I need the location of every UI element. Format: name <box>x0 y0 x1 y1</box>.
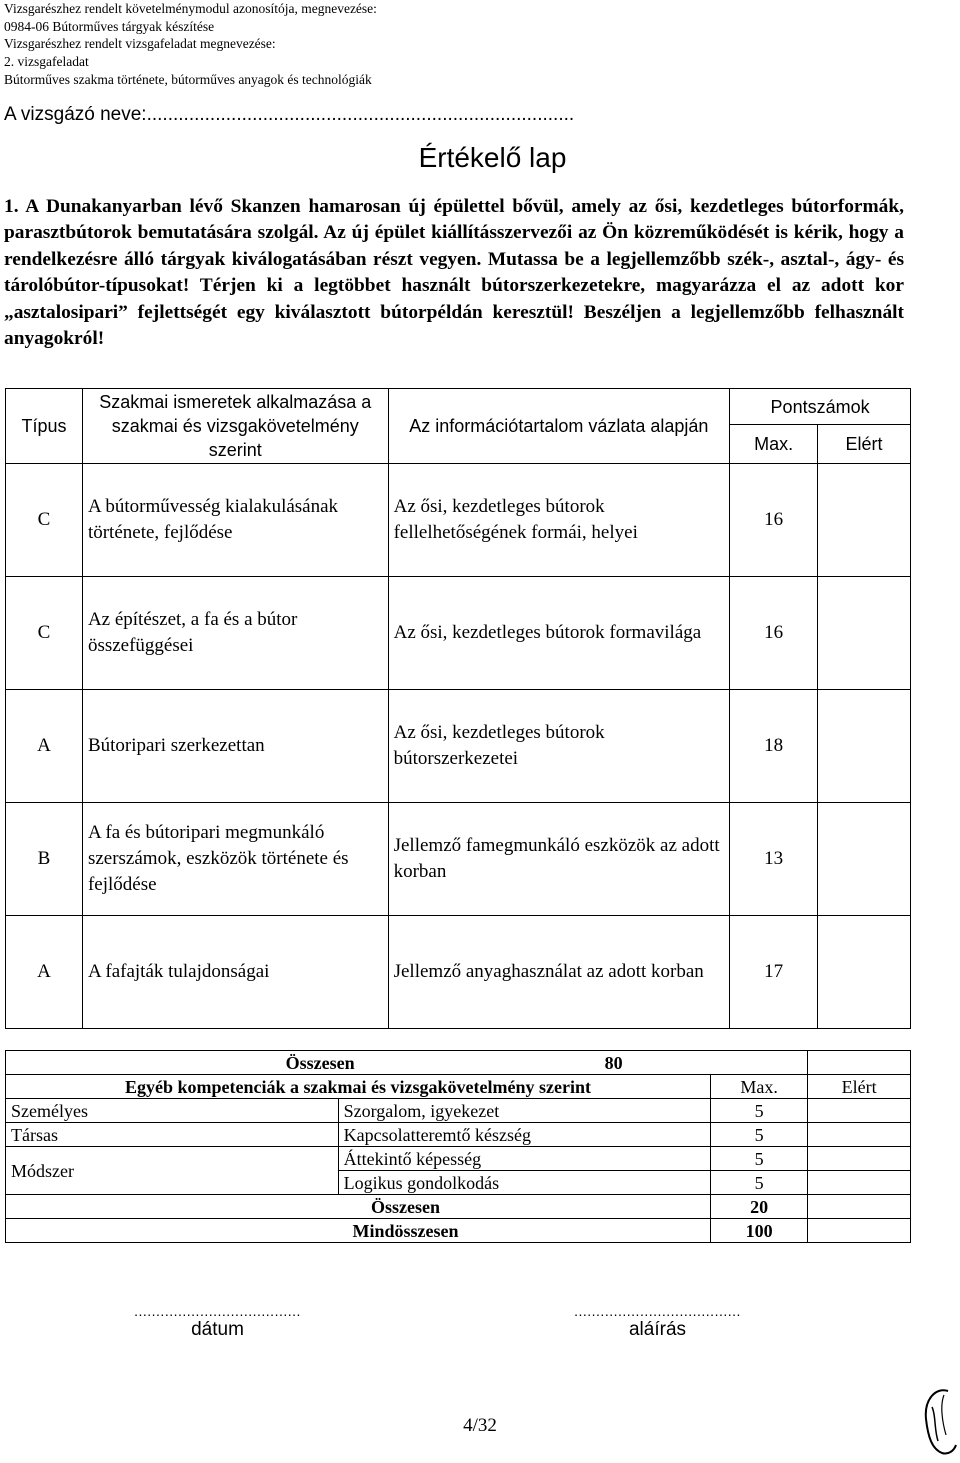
other-max-label: Max. <box>710 1075 807 1099</box>
row-type: C <box>6 577 83 690</box>
other-competencies-label: Egyéb kompetenciák a szakmai és vizsgakövetelmény szerint <box>6 1075 711 1099</box>
row-achieved[interactable] <box>818 464 911 577</box>
grand-total-value: 100 <box>710 1219 807 1243</box>
other-achieved-label: Elért <box>808 1075 911 1099</box>
document-header <box>4 0 377 89</box>
row-skill: A fafajták tulajdonságai <box>82 916 388 1029</box>
publisher-logo-icon <box>918 1385 958 1460</box>
header-line-1: Vizsgarészhez rendelt követelménymodul azonosítója, megnevezése: <box>4 1 377 16</box>
row-achieved[interactable] <box>818 803 911 916</box>
competency-max: 5 <box>710 1171 807 1195</box>
row-max: 16 <box>730 464 818 577</box>
header-line-5: Bútorműves szakma története, bútorműves anyagok és technológiák <box>4 71 372 87</box>
date-signature-block <box>80 1303 355 1341</box>
row-max: 13 <box>730 803 818 916</box>
grand-total-achieved[interactable] <box>808 1219 911 1243</box>
competency-category: Társas <box>6 1123 339 1147</box>
date-dots: ...................................... <box>134 1303 301 1319</box>
competency-category: Személyes <box>6 1099 339 1123</box>
table-row <box>6 464 911 577</box>
table-row <box>6 577 911 690</box>
row-info: Az ősi, kezdetleges bútorok fellelhetőségének formái, helyei <box>388 464 730 577</box>
row-type: A <box>6 690 83 803</box>
header-line-4: 2. vizsgafeladat <box>4 54 89 70</box>
evaluation-table <box>5 388 911 1029</box>
competency-achieved[interactable] <box>808 1099 911 1123</box>
row-achieved[interactable] <box>818 916 911 1029</box>
competency-row <box>6 1147 911 1171</box>
candidate-name-line: A vizsgázó neve:................................................................................. <box>4 104 575 125</box>
row-skill: Az építészet, a fa és a bútor összefüggései <box>82 577 388 690</box>
row-info: Az ősi, kezdetleges bútorok formavilága <box>388 577 730 690</box>
header-line-3: Vizsgarészhez rendelt vizsgafeladat megnevezése: <box>4 36 276 52</box>
header-achieved: Elért <box>818 425 911 464</box>
total-achieved[interactable] <box>808 1051 911 1075</box>
competency-item: Szorgalom, igyekezet <box>338 1099 710 1123</box>
row-type: A <box>6 916 83 1029</box>
competency-achieved[interactable] <box>808 1123 911 1147</box>
header-line-2: 0984-06 Bútorműves tárgyak készítése <box>4 18 215 34</box>
summary-table <box>5 1050 911 1243</box>
row-skill: Bútoripari szerkezettan <box>82 690 388 803</box>
header-type: Típus <box>6 389 83 464</box>
signature-block <box>520 1303 795 1341</box>
header-points: Pontszámok <box>730 389 911 425</box>
row-achieved[interactable] <box>818 577 911 690</box>
row-skill: A bútorművesség kialakulásának története, fejlődése <box>82 464 388 577</box>
subtotal-label: Összesen <box>6 1195 711 1219</box>
row-max: 17 <box>730 916 818 1029</box>
table-row <box>6 690 911 803</box>
competency-achieved[interactable] <box>808 1171 911 1195</box>
header-max: Max. <box>730 425 818 464</box>
subtotal-achieved[interactable] <box>808 1195 911 1219</box>
header-info: Az információtartalom vázlata alapján <box>388 389 730 464</box>
competency-item: Logikus gondolkodás <box>338 1171 710 1195</box>
row-type: C <box>6 464 83 577</box>
row-info: Az ősi, kezdetleges bútorok bútorszerkezetei <box>388 690 730 803</box>
subtotal-value: 20 <box>710 1195 807 1219</box>
competency-row <box>6 1123 911 1147</box>
row-skill: A fa és bútoripari megmunkáló szerszámok, eszközök története és fejlődése <box>82 803 388 916</box>
row-type: B <box>6 803 83 916</box>
grand-total-label: Mindösszesen <box>6 1219 711 1243</box>
total-label: Összesen 80 <box>6 1051 808 1075</box>
table-row <box>6 803 911 916</box>
row-info: Jellemző famegmunkáló eszközök az adott korban <box>388 803 730 916</box>
header-skills: Szakmai ismeretek alkalmazása a szakmai és vizsgakövetelmény szerint <box>82 389 388 464</box>
table-row <box>6 916 911 1029</box>
row-max: 16 <box>730 577 818 690</box>
competency-row <box>6 1099 911 1123</box>
task-description: 1. A Dunakanyarban lévő Skanzen hamarosan új épülettel bővül, amely az ősi, kezdetleges bútorformák, parasztbútorok bemutatására szolgál. Az új épület kiállításszervezői az Ön közreműködését is kérik, hogy a rendelkezésre álló tárgyak kiválogatásában részt vegyen. Mutassa be a legjellemzőbb szék-, asztal-, ágy- és tárolóbútor-típusokat! Térjen ki a legtöbbet használt bútorszerkezetekre, magyarázza el az adott kor „asztalosipari” fejlettségét egy kiválasztott bútorpéldán keresztül! Beszéljen a legjellemzőbb felhasznált anyagokról! <box>4 196 904 350</box>
total-value: 80 <box>604 1052 623 1073</box>
signature-dots: ...................................... <box>574 1303 741 1319</box>
competency-max: 5 <box>710 1147 807 1171</box>
page-number: 4/32 <box>463 1415 497 1436</box>
row-achieved[interactable] <box>818 690 911 803</box>
competency-item: Áttekintő képesség <box>338 1147 710 1171</box>
signature-label: aláírás <box>628 1319 687 1340</box>
page-title: Értékelő lap <box>418 142 567 173</box>
competency-max: 5 <box>710 1123 807 1147</box>
competency-category: Módszer <box>6 1147 339 1195</box>
competency-max: 5 <box>710 1099 807 1123</box>
competency-item: Kapcsolatteremtő készség <box>338 1123 710 1147</box>
row-info: Jellemző anyaghasználat az adott korban <box>388 916 730 1029</box>
competency-achieved[interactable] <box>808 1147 911 1171</box>
date-label: dátum <box>191 1319 244 1340</box>
row-max: 18 <box>730 690 818 803</box>
